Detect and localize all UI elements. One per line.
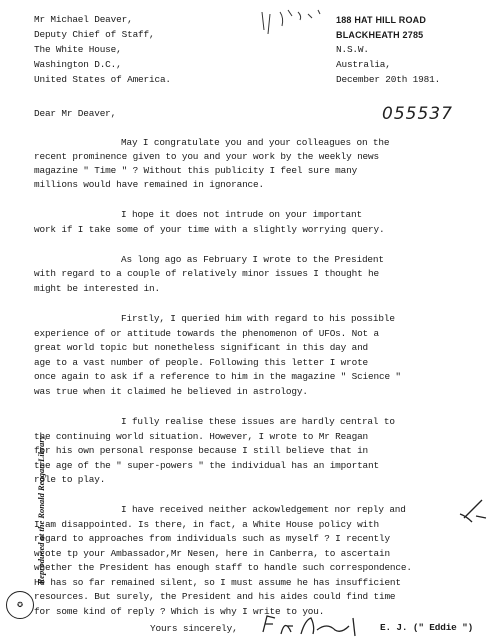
sender-line: BLACKHEATH 2785 — [336, 30, 424, 40]
sender-line: 188 HAT HILL ROAD — [336, 15, 427, 25]
body-line: As long ago as February I wrote to the President — [121, 254, 384, 265]
body-line: He has so far remained silent, so I must assume he has insufficient — [34, 577, 401, 588]
body-line: May I congratulate you and your colleagues on the — [121, 137, 390, 148]
signature-name: E. J. (" Eddie ") — [380, 622, 474, 633]
closing: Yours sincerely, — [150, 623, 238, 634]
body-line: work if I take some of your time with a slightly worrying query. — [34, 224, 385, 235]
body-line: resources. But surely, the President and his aides could find time — [34, 591, 396, 602]
recipient-line: United States of America. — [34, 74, 171, 85]
body-line: I am disappointed. Is there, in fact, a White House policy with — [34, 519, 379, 530]
body-line: I fully realise these issues are hardly central to — [121, 416, 395, 427]
signature-icon — [257, 612, 377, 640]
body-line: wrote tp your Ambassador,Mr Nesen, here in Canberra, to ascertain — [34, 548, 390, 559]
reference-number: 055537 — [382, 104, 453, 124]
sender-line: Australia, — [336, 59, 391, 70]
body-line: for some kind of reply ? Which is why I write to you. — [34, 606, 325, 617]
salutation: Dear Mr Deaver, — [34, 108, 117, 119]
body-line: recent prominence given to you and your work by the weekly news — [34, 151, 379, 162]
body-line: Firstly, I queried him with regard to his possible — [121, 313, 395, 324]
body-line: great world topic but nonetheless significant in this day and — [34, 342, 369, 353]
body-line: might be interested in. — [34, 283, 160, 294]
body-line: the continuing world situation. However, I wrote to Mr Reagan — [34, 431, 369, 442]
body-line: role to play. — [34, 474, 106, 485]
body-line: with regard to a couple of relatively minor issues I thought he — [34, 268, 379, 279]
body-line: magazine " Time " ? Without this publicity I feel sure many — [34, 165, 358, 176]
body-line: for his own personal response because I still believe that in — [34, 445, 369, 456]
body-line: millions would have remained in ignorance. — [34, 179, 264, 190]
check-mark-icon — [458, 496, 488, 524]
recipient-line: Washington D.C., — [34, 59, 122, 70]
body-line: the age of the " super-powers " the individual has an important — [34, 460, 379, 471]
body-line: once again to ask if a reference to him in the magazine " Science " — [34, 371, 401, 382]
sender-line: N.S.W. — [336, 44, 369, 55]
presidential-seal-icon: ✪ — [6, 591, 34, 619]
body-line: age to a vast number of people. Following this letter I wrote — [34, 357, 369, 368]
body-line: experience of or attitude towards the phenomenon of UFOs. Not a — [34, 328, 379, 339]
archive-stamp-text: Reproduced at the Ronald Reagan Library — [36, 435, 46, 585]
body-line: was true when it claimed he believed in astrology. — [34, 386, 308, 397]
recipient-line: Deputy Chief of Staff, — [34, 29, 155, 40]
handwritten-mark — [258, 8, 328, 48]
body-line: I have received neither ackowledgement nor reply and — [121, 504, 406, 515]
body-line: regard to approaches from individuals such as myself ? I recently — [34, 533, 390, 544]
recipient-line: The White House, — [34, 44, 122, 55]
date-line: December 20th 1981. — [336, 74, 441, 85]
body-line: I hope it does not intrude on your important — [121, 209, 362, 220]
recipient-line: Mr Michael Deaver, — [34, 14, 133, 25]
body-line: whether the President has enough staff to handle such correspondence. — [34, 562, 412, 573]
